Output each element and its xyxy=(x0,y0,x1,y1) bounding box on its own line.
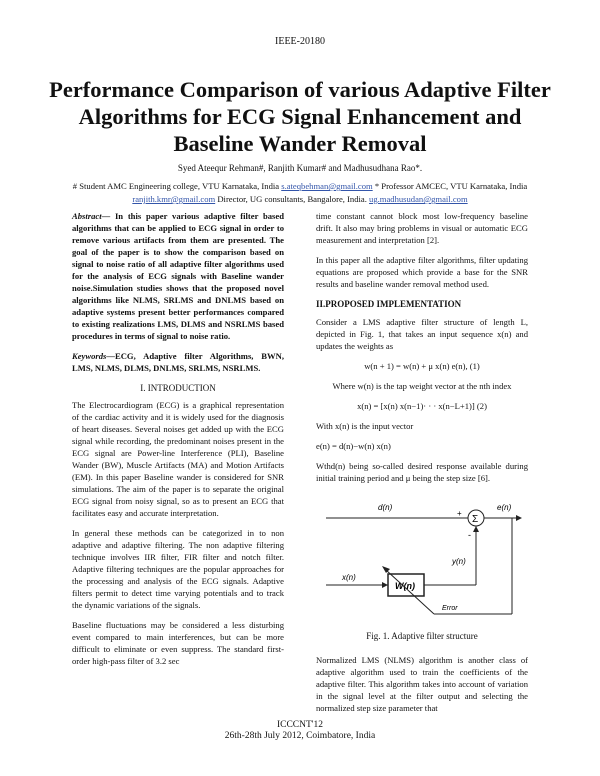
section-heading-introduction: I. INTRODUCTION xyxy=(140,383,216,393)
label-wn: W(n) xyxy=(395,581,415,591)
intro-paragraph-1: The Electrocardiogram (ECG) is a graphical representation of the cardiac activity and it is widely used for the diagnosis of heart diseases. Several noises get added up with the ECG signal while recording, the predominant noises present in the ECG signal are Power-line Interference (PLI), Baseline Wander (BW), Muscle Artifacts (MA) and Motion Artifacts (EM). In this paper Baseline wander is considered for SNR simulations. The aim of the paper is to separate the original ECG signal from noisy signal, so as to present an ECG that facilitates easy and accurate interpretation. xyxy=(72,400,284,518)
section-heading-implementation: II.PROPOSED IMPLEMENTATION xyxy=(316,299,462,309)
adaptive-filter-figure xyxy=(316,492,528,624)
equation-2: x(n) = [x(n) x(n−1)· · · x(n−L+1)] (2) xyxy=(357,401,487,411)
email-link-1[interactable]: s.ateqbehman@gmail.com xyxy=(281,181,373,191)
label-plus: + xyxy=(457,509,462,518)
label-yn: y(n) xyxy=(452,557,466,566)
label-xn: x(n) xyxy=(342,573,356,582)
affiliation-part3: Director, UG consultants, Bangalore, India. xyxy=(217,194,367,204)
abstract-text: In this paper various adaptive filter based algorithms that can be applied to ECG signal in order to remove various artifacts from them are presented. The goal of the paper is to show the comparison based on signal to noise ratio of all adaptive filter algorithms used for the analysis of ECG signals with Baseline wander noise.Simulation studies shows that the proposed novel algorithms like NLMS, SRLMS and DNLMS based on adaptive systems present better performances compared to existing realizations LMS, DLMS and NSRLMS based procedures in terms of signal to noise ratio. xyxy=(72,211,284,341)
yn-arrow xyxy=(473,526,479,532)
authors: Syed Ateequr Rehman#, Ranjith Kumar# and Madhusudhana Rao*. xyxy=(177,163,423,173)
affiliation xyxy=(40,180,560,206)
keywords-text: ECG, Adaptive filter Algorithms, BWN, LMS, NLMS, DLMS, DNLMS, SRLMS, NSRLMS. xyxy=(72,351,284,373)
xn-arrow xyxy=(382,582,388,588)
right-paragraph-2: In this paper all the adaptive filter algorithms, filter updating equations are proposed which provide a base for the SNR results and baseline wander removal method used. xyxy=(316,255,528,289)
label-en: e(n) xyxy=(497,503,512,512)
label-error: Error xyxy=(442,605,458,612)
abstract-label: Abstract— xyxy=(72,211,111,221)
equation-3: e(n) = d(n)−w(n) x(n) xyxy=(316,441,391,451)
email-link-3[interactable]: ug.madhusudan@gmail.com xyxy=(369,194,468,204)
header-code: IEEE-20180 xyxy=(275,36,325,47)
equation-description: Wthd(n) being so-called desired response available during initial training period and μ being the step size [6]. xyxy=(316,461,528,483)
email-link-2[interactable]: ranjith.kmr@gmail.com xyxy=(132,194,216,204)
footer xyxy=(0,720,600,742)
affiliation-part1: # Student AMC Engineering college, VTU Karnataka, India xyxy=(72,181,280,191)
summing-sigma: Σ xyxy=(472,514,479,525)
keywords xyxy=(72,350,284,374)
adaptive-filter-diagram xyxy=(316,492,528,624)
equation-1: w(n + 1) = w(n) + μ x(n) e(n), (1) xyxy=(364,361,480,371)
nlms-paragraph: Normalized LMS (NLMS) algorithm is another class of adaptive algorithm used to train the coefficients of the adaptive filter. This algorithm takes into account of variation in the signal level at the filter output and selecting the normalized step size parameter that xyxy=(316,655,528,713)
keywords-label: Keywords— xyxy=(72,351,115,361)
figure-caption: Fig. 1. Adaptive filter structure xyxy=(366,631,478,641)
implementation-intro: Consider a LMS adaptive filter structure of length L, depicted in Fig. 1, that takes an input sequence x(n) and updates the weights as xyxy=(316,317,528,351)
right-paragraph-1: time constant cannot block most low-frequency baseline drift. It also may bring problems in visual or automatic ECG measurement and interpretation [2]. xyxy=(316,211,528,245)
intro-paragraph-3: Baseline fluctuations may be considered a less disturbing event compared to main interferences, but can be more difficult to eliminate or even suppress. The standard first-order high-pass filter of 3.2 sec xyxy=(72,620,284,666)
abstract xyxy=(72,210,284,342)
footer-date: 26th-28th July 2012, Coimbatore, India xyxy=(224,731,376,741)
label-dn: d(n) xyxy=(378,503,393,512)
label-minus: - xyxy=(468,530,471,540)
paper-title: Performance Comparison of various Adaptive Filter Algorithms for ECG Signal Enhancement and Baseline Wander Removal xyxy=(49,77,551,156)
footer-conference: ICCCNT'12 xyxy=(276,720,324,730)
equation-where: Where w(n) is the tap weight vector at the nth index xyxy=(332,381,512,391)
affiliation-part2: * Professor AMCEC, VTU Karnataka, India xyxy=(374,181,528,191)
intro-paragraph-2: In general these methods can be categorized in to non adaptive and adaptive filtering. The non adaptive filtering technique involves IIR filter, FIR filter and notch filter. Adaptive filtering techniques are the popular approaches for the processing and analysis of the ECG signals. Adaptive filters permit to detect time varying potentials and to track the dynamic variations of the signals. xyxy=(72,528,284,610)
left-column xyxy=(72,210,284,675)
en-arrow xyxy=(516,515,522,521)
equation-with: With x(n) is the input vector xyxy=(316,421,414,431)
right-column xyxy=(316,210,528,722)
